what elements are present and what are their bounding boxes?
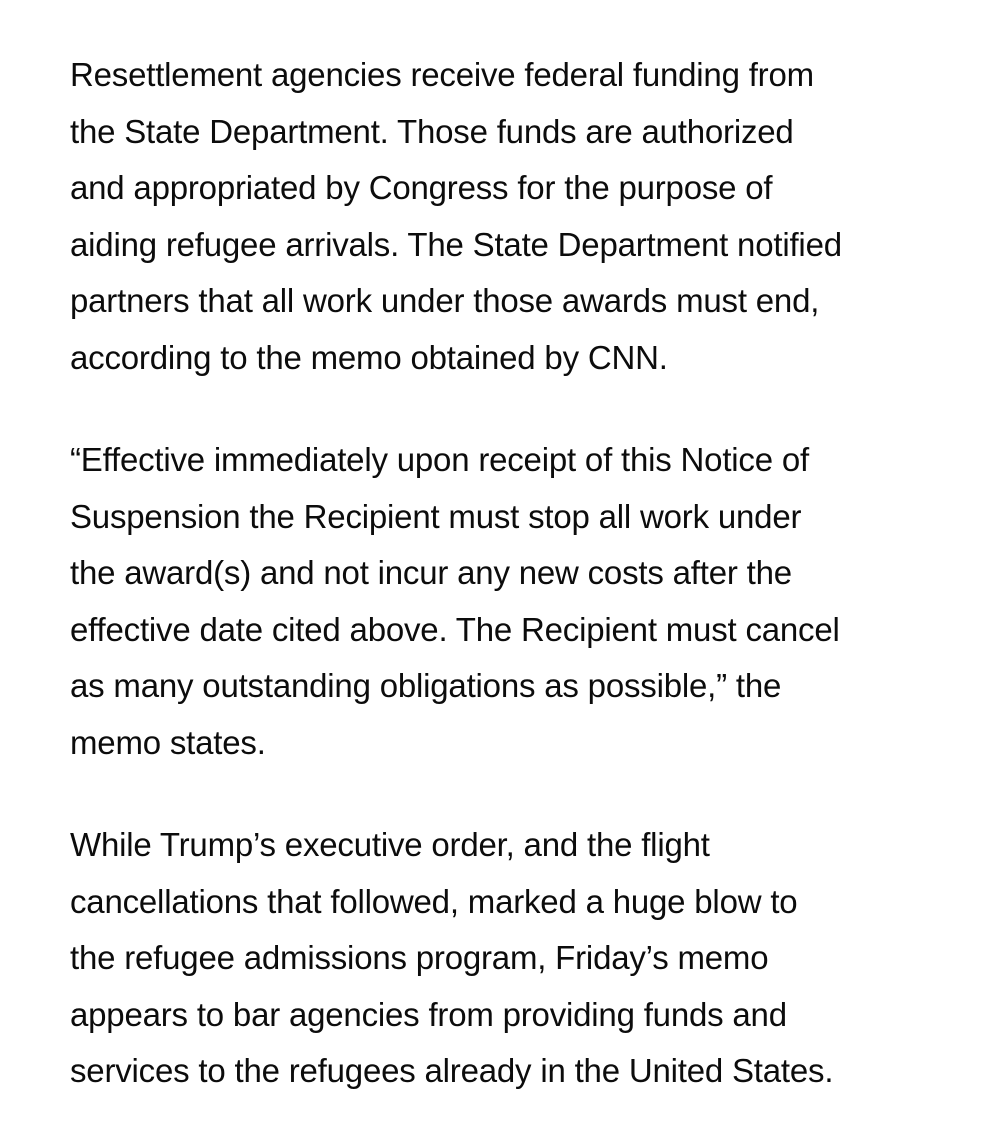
text-line: partners that all work under those awards must end, [70,282,820,319]
text-line: according to the memo obtained by CNN. [70,338,668,376]
text-line: Suspension the Recipient must stop all work under [70,497,802,535]
text-line: appears to bar agencies from providing funds and [70,995,787,1033]
text-line: Resettlement agencies receive federal funding from [70,56,814,93]
text-line: the refugee admissions program, Friday’s memo [70,939,769,976]
text-line: as many outstanding obligations as possible,” the [70,667,782,704]
text-line: cancellations that followed, marked a huge blow to [70,882,798,920]
article-body [70,47,970,1146]
paragraph-memo-quote [70,432,970,771]
paragraph-executive-order [70,817,970,1100]
text-line: the State Department. Those funds are authorized [70,112,794,150]
text-line: While Trump’s executive order, and the flight [70,826,710,863]
text-line: aiding refugee arrivals. The State Department notified [70,225,842,263]
text-line: “Effective immediately upon receipt of this Notice of [70,441,809,478]
text-line: services to the refugees already in the United States. [70,1052,834,1089]
text-line: memo states. [70,723,266,761]
paragraph-funding [70,47,970,386]
text-line: effective date cited above. The Recipient must cancel [70,610,840,648]
text-line: the award(s) and not incur any new costs after the [70,554,792,591]
text-line: and appropriated by Congress for the purpose of [70,169,773,206]
